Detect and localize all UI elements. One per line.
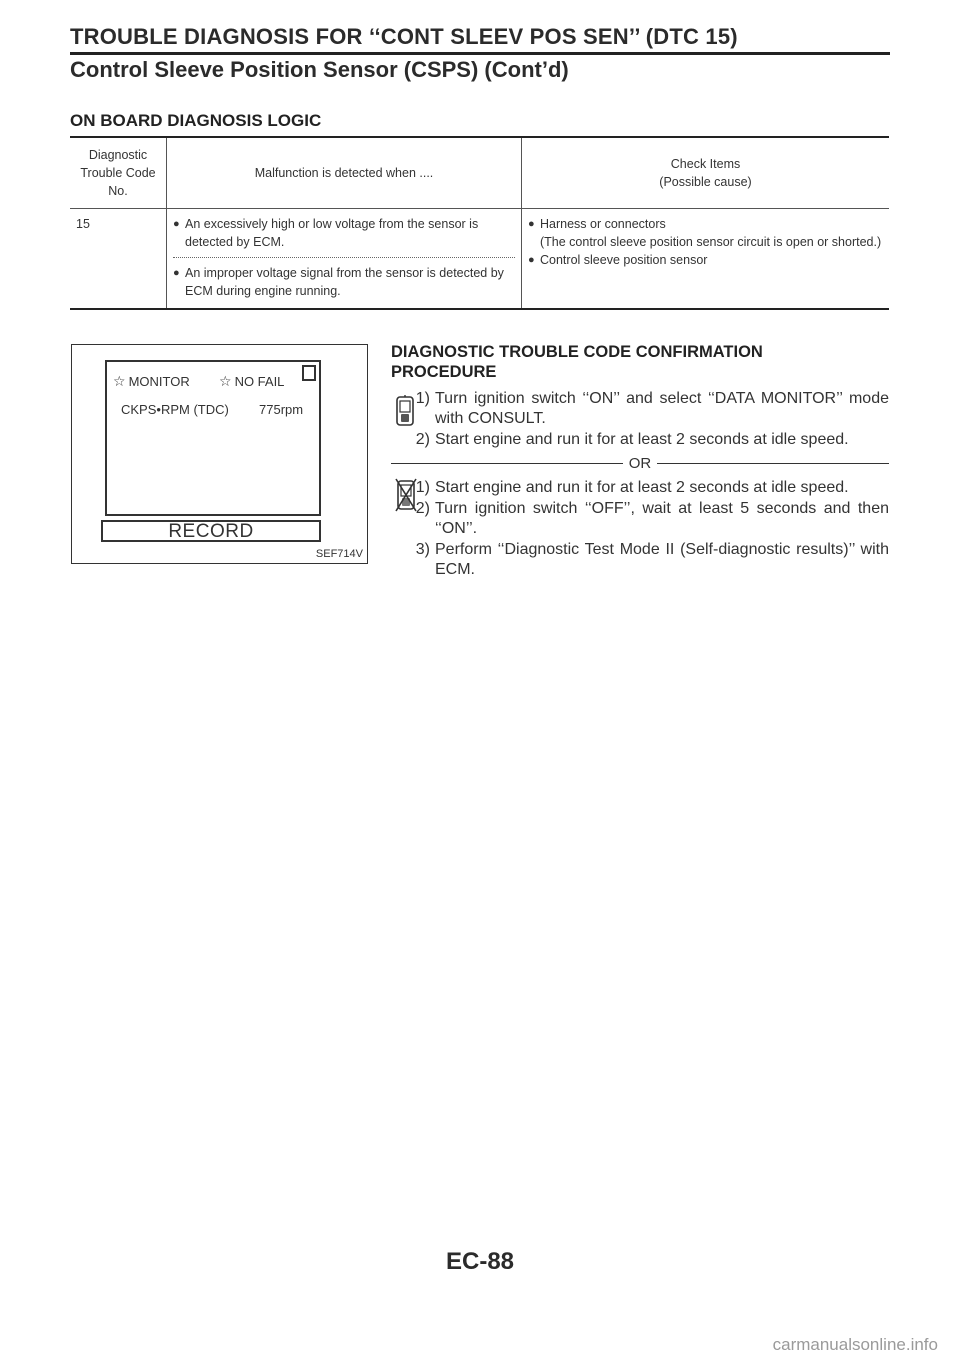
- header-check-items-line2: (Possible cause): [659, 175, 752, 189]
- malfunction-cell: [167, 209, 522, 310]
- or-line-left: [391, 463, 623, 464]
- check-items-cell: [522, 209, 890, 310]
- or-label: OR: [628, 455, 652, 472]
- check-item-2: Control sleeve position sensor: [540, 253, 708, 267]
- checkbox-icon: [302, 365, 316, 381]
- procedure-title: [391, 342, 889, 382]
- malfunction-text-2: An improper voltage signal from the sensor is detected by ECM during engine running.: [185, 266, 504, 298]
- procedure-title-line2: PROCEDURE: [391, 363, 497, 381]
- step-text: Turn ignition switch ‘‘ON’’ and select ‘‘DATA MONITOR’’ mode with CONSULT.: [435, 390, 889, 427]
- diagnosis-logic-table: [70, 136, 889, 310]
- page-title: TROUBLE DIAGNOSIS FOR ‘‘CONT SLEEV POS SEN’’ (DTC 15): [70, 24, 738, 49]
- section-title-diagnosis-logic: ON BOARD DIAGNOSIS LOGIC: [70, 111, 322, 130]
- table-row: [70, 209, 889, 310]
- page-number: EC-88: [445, 1248, 515, 1275]
- step-text: Perform ‘‘Diagnostic Test Mode II (Self-diagnostic results)’’ with ECM.: [435, 541, 889, 578]
- or-line-right: [657, 463, 889, 464]
- list-item: [173, 215, 515, 251]
- procedure-title-line1: DIAGNOSTIC TROUBLE CODE CONFIRMATION: [391, 343, 763, 361]
- step-number: 3): [415, 541, 430, 558]
- step-text: Start engine and run it for at least 2 seconds at idle speed.: [435, 479, 849, 496]
- monitor-item-value: 775rpm: [259, 402, 304, 417]
- header-dtc-no: Diagnostic Trouble Code No.: [80, 148, 156, 198]
- no-fail-text: NO FAIL: [234, 374, 285, 389]
- dtc-code-cell: 15: [76, 217, 90, 231]
- star-icon: ☆: [219, 373, 232, 389]
- no-tools-icon: [395, 478, 417, 512]
- malfunction-text-1: An excessively high or low voltage from the sensor is detected by ECM.: [185, 217, 479, 249]
- list-item: [173, 264, 515, 300]
- page-subtitle: Control Sleeve Position Sensor (CSPS) (Cont’d): [70, 57, 569, 82]
- monitor-text: MONITOR: [128, 374, 190, 389]
- monitor-label: [113, 373, 190, 390]
- step-text: Turn ignition switch ‘‘OFF’’, wait at least 5 seconds and then ‘‘ON’’.: [435, 500, 889, 537]
- header-check-items-line1: Check Items: [670, 157, 741, 171]
- step-number: 1): [415, 390, 430, 407]
- figure-id: SEF714V: [315, 548, 363, 560]
- step-text: Start engine and run it for at least 2 seconds at idle speed.: [435, 431, 849, 448]
- bullet: ●: [173, 218, 180, 230]
- consult-step: [391, 389, 889, 429]
- or-divider: [391, 455, 889, 472]
- consult-tester-icon: [395, 395, 415, 427]
- header-check-items: [522, 137, 890, 209]
- dtc-confirmation-procedure: [391, 342, 889, 580]
- list-item: [528, 251, 883, 269]
- bullet: ●: [528, 218, 535, 230]
- ecm-step: [391, 478, 889, 498]
- step-number: 2): [415, 500, 430, 517]
- consult-screen: [105, 360, 321, 516]
- page-header: [70, 24, 890, 84]
- step-number: 1): [415, 479, 430, 496]
- ecm-step: [391, 499, 889, 539]
- table-header-row: [70, 137, 889, 209]
- monitor-item-row: [121, 402, 304, 417]
- dotted-divider: [173, 257, 515, 258]
- header-rule: [70, 52, 890, 55]
- ecm-step: [391, 540, 889, 580]
- check-item-1-detail: (The control sleeve position sensor circuit is open or shorted.): [540, 235, 882, 249]
- header-malfunction: Malfunction is detected when ....: [167, 137, 522, 209]
- list-item: [528, 215, 883, 251]
- bullet: ●: [173, 267, 180, 279]
- monitor-item-name: CKPS•RPM (TDC): [121, 402, 229, 417]
- check-item-1: [540, 215, 883, 251]
- consult-screen-figure: [71, 344, 368, 564]
- check-item-1-title: Harness or connectors: [540, 217, 666, 231]
- consult-steps: [391, 389, 889, 450]
- ecm-steps: [391, 478, 889, 580]
- bullet: ●: [528, 254, 535, 266]
- consult-step: [391, 430, 889, 450]
- step-number: 2): [415, 431, 430, 448]
- record-button[interactable]: RECORD: [101, 520, 321, 542]
- star-icon: ☆: [113, 373, 126, 389]
- no-fail-label: [219, 373, 284, 390]
- watermark: carmanualsonline.info: [772, 1335, 938, 1354]
